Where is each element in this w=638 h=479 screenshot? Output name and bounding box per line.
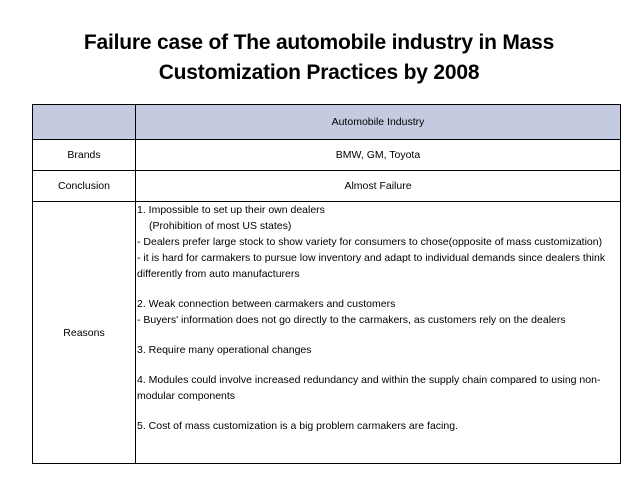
comparison-table [32,104,621,464]
reason-2-point-a: - Buyers' information does not go directly to the carmakers, as customers rely on the dealers [137,314,566,326]
conclusion-value: Almost Failure [136,171,621,202]
reason-1: 1. Impossible to set up their own dealers [137,204,325,216]
table-row-brands [33,140,621,171]
reason-1-note: (Prohibition of most US states) [149,220,292,232]
brands-value: BMW, GM, Toyota [136,140,621,171]
reason-2: 2. Weak connection between carmakers and customers [137,298,396,310]
slide-title [0,28,638,88]
brands-label: Brands [33,140,136,171]
reason-3: 3. Require many operational changes [137,344,312,356]
reason-1-point-a: - Dealers prefer large stock to show variety for consumers to chose(opposite of mass customization) [137,236,603,248]
reason-4: 4. Modules could involve increased redundancy and within the supply chain compared to using non-modular components [137,374,601,402]
reasons-label: Reasons [33,202,136,464]
reason-1-point-b: - it is hard for carmakers to pursue low inventory and adapt to individual demands since dealers think differently from auto manufacturers [137,252,606,280]
title-line-1: Failure case of The automobile industry in Mass [83,31,555,54]
conclusion-label: Conclusion [33,171,136,202]
table-header-row [33,105,621,140]
header-empty-cell [33,105,136,140]
header-cell: Automobile Industry [136,105,621,140]
table-row-conclusion [33,171,621,202]
title-line-2: Customization Practices by 2008 [158,61,480,84]
table-row-reasons [33,202,621,464]
reasons-cell [136,202,621,464]
reason-5: 5. Cost of mass customization is a big problem carmakers are facing. [137,420,458,432]
